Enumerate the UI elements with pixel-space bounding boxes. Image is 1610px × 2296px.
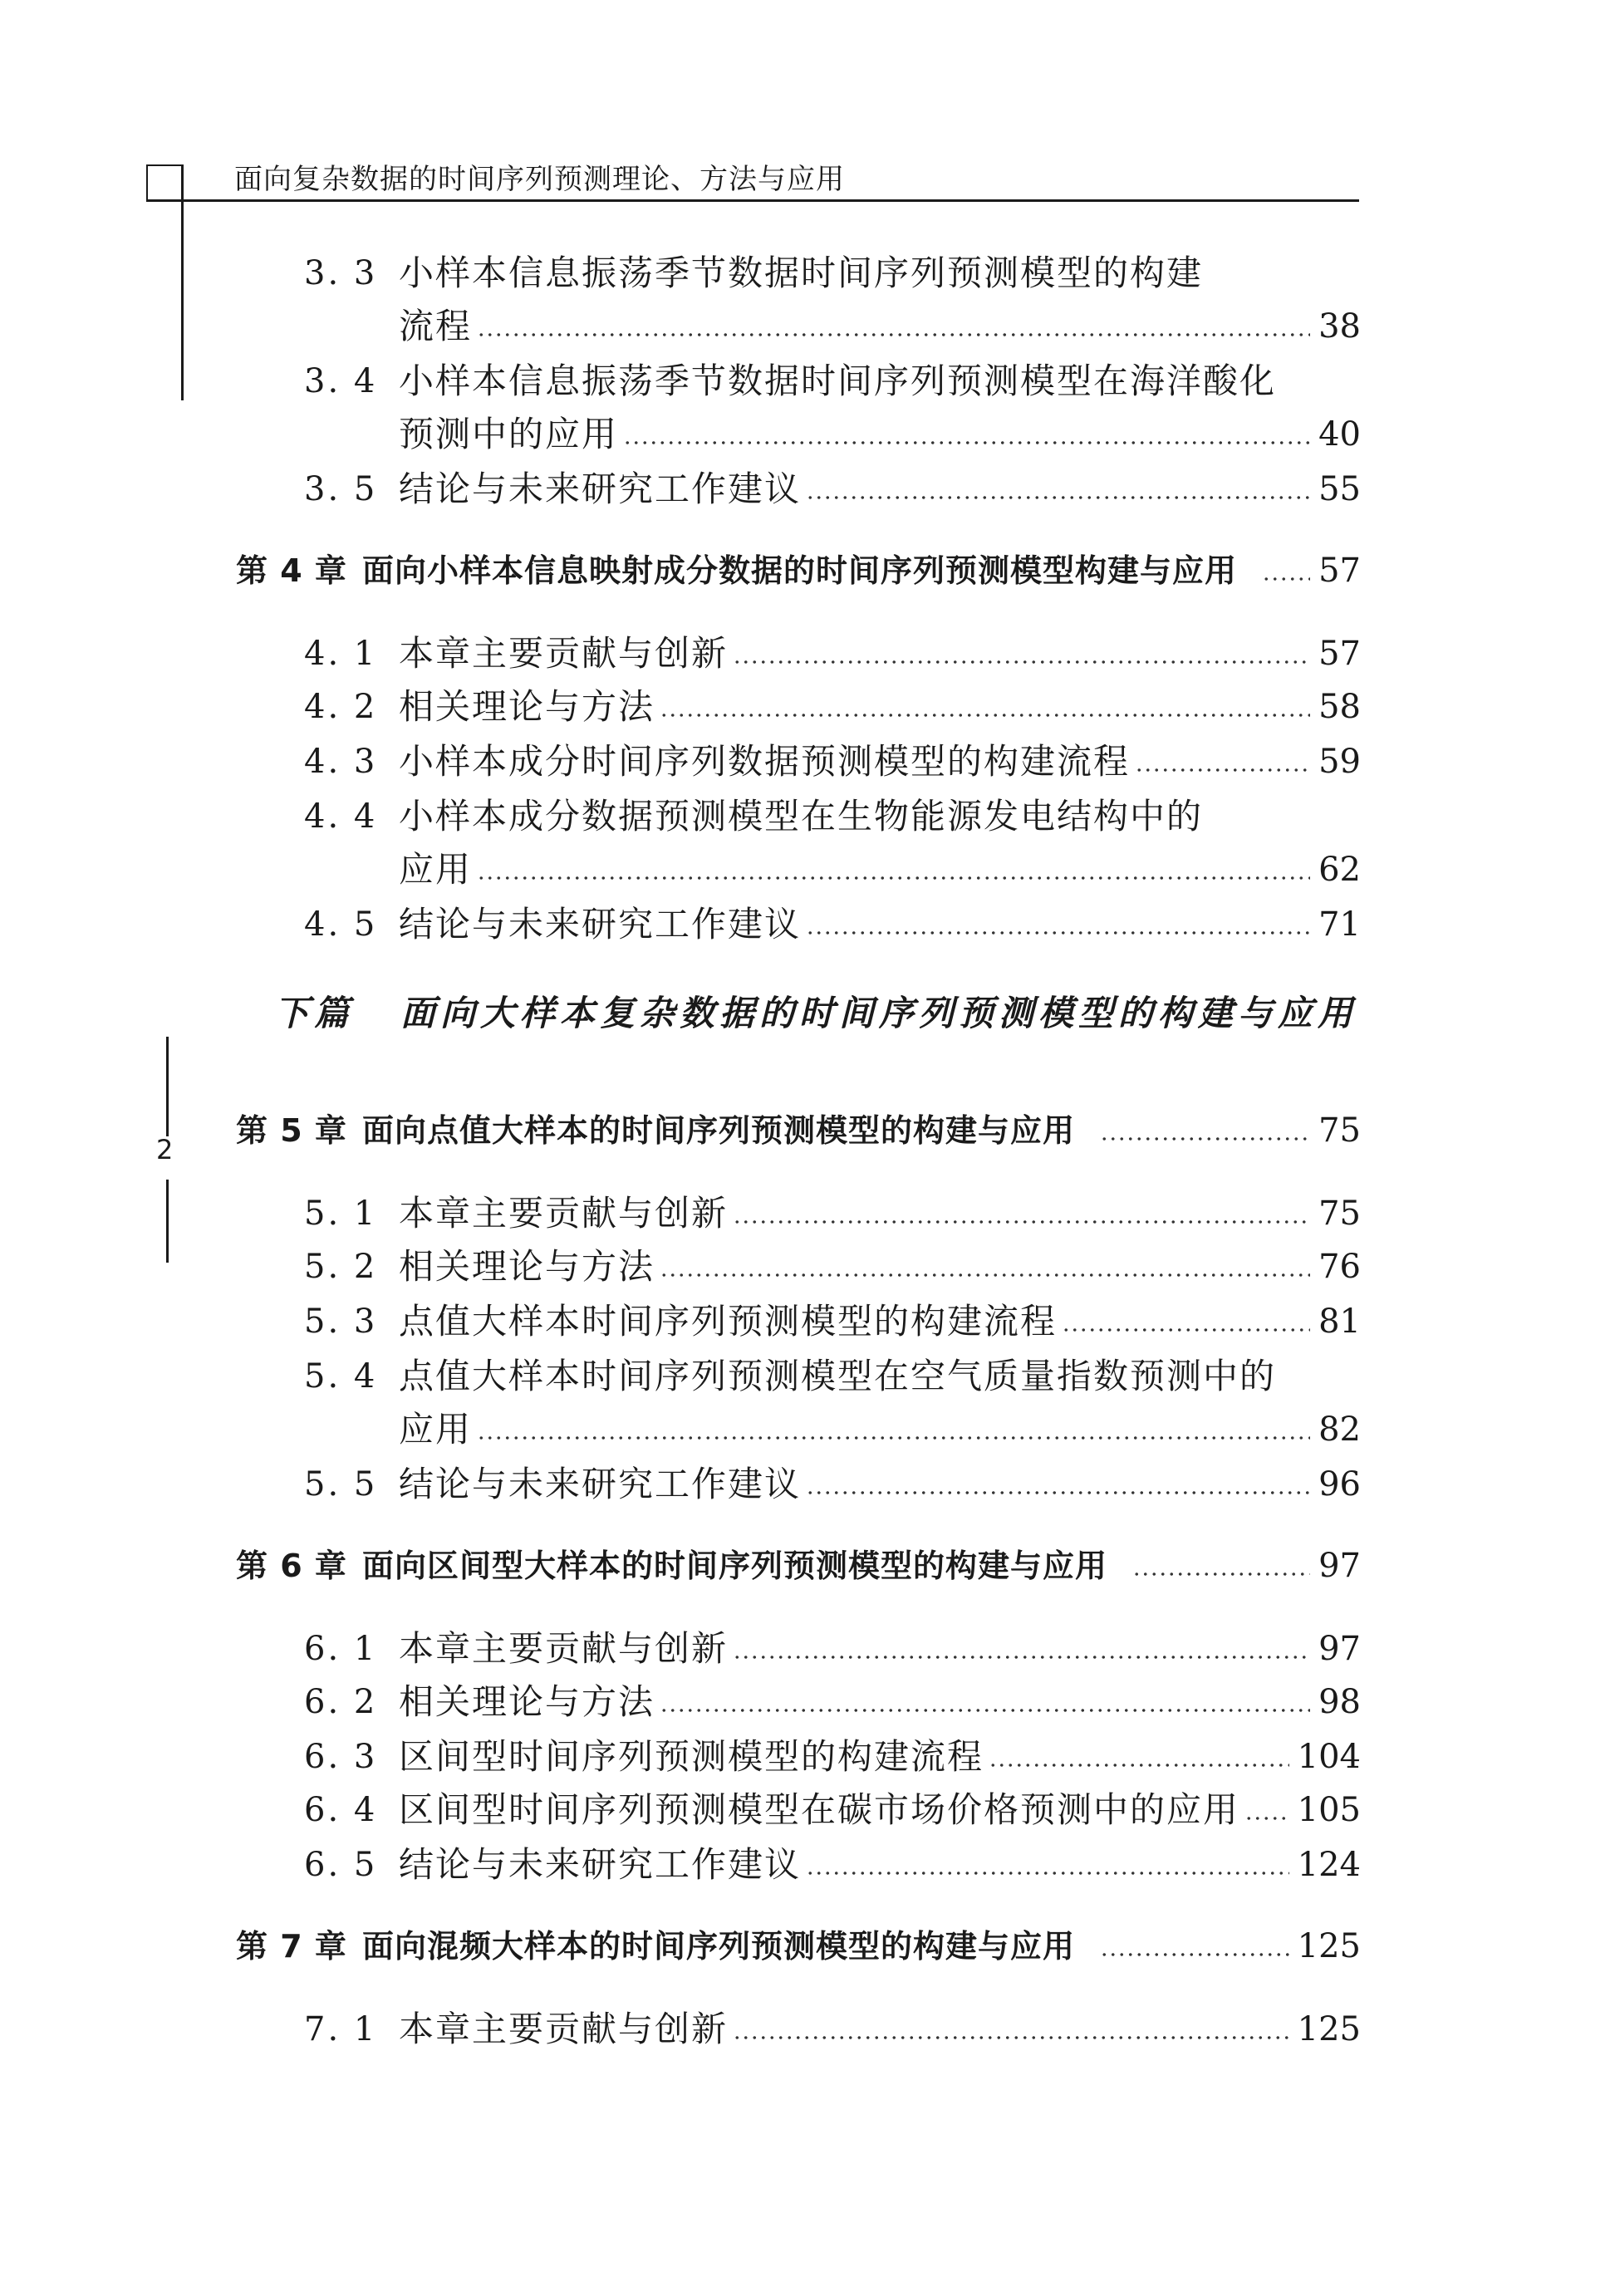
chapter-label: 第 6 章	[236, 1548, 347, 1584]
chapter-title: 面向点值大样本的时间序列预测模型的构建与应用	[362, 1112, 1076, 1149]
dot-leader	[1062, 1328, 1310, 1332]
toc-page-number: 40	[1318, 415, 1361, 454]
dot-leader	[733, 660, 1310, 664]
page-number: 2	[156, 1134, 174, 1165]
toc-section-title: 相关理论与方法	[399, 1681, 655, 1722]
dot-leader	[1244, 1817, 1289, 1820]
toc-entry-4-3[interactable]	[399, 739, 1361, 784]
toc-entry-5-3[interactable]	[399, 1299, 1361, 1344]
toc-section-title: 区间型时间序列预测模型的构建流程	[399, 1736, 984, 1777]
dot-leader	[806, 1872, 1289, 1875]
toc-page-number: 96	[1318, 1465, 1361, 1504]
dot-leader	[660, 714, 1310, 717]
chapter-title: 面向区间型大样本的时间序列预测模型的构建与应用	[362, 1548, 1108, 1584]
dot-leader	[1135, 768, 1310, 772]
toc-entry-5-5[interactable]	[399, 1462, 1361, 1507]
toc-section-number: 4. 5	[304, 905, 378, 944]
toc-section-number: 4. 1	[304, 635, 378, 673]
toc-section-number: 6. 4	[304, 1791, 378, 1829]
toc-entry-5-2[interactable]	[399, 1244, 1361, 1289]
toc-page-number: 98	[1318, 1683, 1361, 1721]
toc-entry-4-5[interactable]	[399, 902, 1361, 947]
toc-entry-6-5[interactable]	[399, 1842, 1361, 1887]
toc-page-number: 57	[1318, 635, 1361, 673]
toc-page-number: 97	[1318, 1547, 1361, 1585]
part-label: 下篇	[274, 993, 355, 1033]
toc-section-title: 本章主要贡献与创新	[399, 2009, 729, 2049]
toc-page-number: 75	[1318, 1195, 1361, 1233]
dot-leader	[1100, 1953, 1289, 1956]
toc-page-number: 97	[1318, 1630, 1361, 1668]
dot-leader	[623, 441, 1310, 444]
toc-section-title[interactable]: 小样本信息振荡季节数据时间序列预测模型的构建	[399, 253, 1204, 293]
toc-page-number: 124	[1297, 1846, 1361, 1884]
dot-leader	[477, 876, 1310, 880]
toc-chapter-4[interactable]	[236, 548, 1361, 593]
chapter-label: 第 4 章	[236, 552, 347, 589]
toc-page-number: 125	[1297, 2010, 1361, 2048]
dot-leader	[989, 1764, 1289, 1767]
chapter-label: 第 7 章	[236, 1928, 347, 1965]
toc-section-title: 本章主要贡献与创新	[399, 633, 729, 674]
toc-page-number: 58	[1318, 688, 1361, 726]
toc-section-title: 结论与未来研究工作建议	[399, 1844, 802, 1885]
toc-section-number: 6. 2	[304, 1683, 378, 1721]
toc-section-title-cont: 应用	[399, 1409, 473, 1450]
part-title: 面向大样本复杂数据的时间序列预测模型的构建与应用	[400, 993, 1358, 1033]
toc-section-title: 相关理论与方法	[399, 686, 655, 727]
toc-entry-5-4[interactable]	[399, 1407, 1361, 1452]
toc-entry-7-1[interactable]	[399, 2007, 1361, 2052]
toc-section-title[interactable]: 点值大样本时间序列预测模型在空气质量指数预测中的	[399, 1356, 1277, 1396]
toc-section-title: 区间型时间序列预测模型在碳市场价格预测中的应用	[399, 1789, 1240, 1830]
toc-section-title-cont: 预测中的应用	[399, 414, 619, 454]
toc-page-number: 62	[1318, 851, 1361, 889]
toc-section-title: 相关理论与方法	[399, 1246, 655, 1287]
toc-entry-4-4[interactable]	[399, 847, 1361, 892]
dot-leader	[806, 1491, 1310, 1494]
toc-section-title: 本章主要贡献与创新	[399, 1193, 729, 1234]
toc-section-number: 5. 5	[304, 1465, 378, 1504]
toc-section-number: 4. 3	[304, 743, 378, 781]
toc-page-number: 104	[1297, 1738, 1361, 1776]
toc-page-number: 76	[1318, 1248, 1361, 1286]
toc-page-number: 38	[1318, 307, 1361, 346]
toc-entry-3-5[interactable]	[399, 467, 1361, 512]
toc-page-number: 57	[1318, 552, 1361, 590]
dot-leader	[1262, 577, 1310, 581]
toc-page-number: 125	[1297, 1927, 1361, 1965]
dot-leader	[1100, 1137, 1310, 1141]
chapter-title: 面向混频大样本的时间序列预测模型的构建与应用	[362, 1928, 1076, 1965]
toc-section-title: 结论与未来研究工作建议	[399, 469, 802, 509]
toc-section-number: 6. 1	[304, 1630, 378, 1668]
toc-section-number: 5. 1	[304, 1195, 378, 1233]
toc-section-title: 点值大样本时间序列预测模型的构建流程	[399, 1301, 1058, 1342]
toc-page-number: 71	[1318, 905, 1361, 944]
toc-section-number: 5. 3	[304, 1303, 378, 1341]
toc-section-title: 结论与未来研究工作建议	[399, 904, 802, 944]
part-heading	[274, 989, 1357, 1038]
dot-leader	[477, 1436, 1310, 1440]
chapter-label: 第 5 章	[236, 1112, 347, 1149]
dot-leader	[733, 1220, 1310, 1224]
dot-leader	[733, 2036, 1289, 2039]
toc-section-number: 3. 3	[304, 254, 378, 292]
dot-leader	[806, 496, 1310, 499]
toc-page-number: 105	[1297, 1791, 1361, 1829]
toc-page-number: 59	[1318, 743, 1361, 781]
dot-leader	[733, 1656, 1310, 1659]
toc-page-number: 75	[1318, 1111, 1361, 1150]
toc-page-number: 55	[1318, 470, 1361, 508]
toc-entry-4-2[interactable]	[399, 684, 1361, 729]
toc-entry-5-1[interactable]	[399, 1191, 1361, 1236]
toc-entry-6-3[interactable]	[399, 1734, 1361, 1779]
toc-entry-6-4[interactable]	[399, 1788, 1361, 1832]
toc-chapter-6[interactable]	[236, 1543, 1361, 1588]
toc-section-title[interactable]: 小样本信息振荡季节数据时间序列预测模型在海洋酸化	[399, 361, 1277, 401]
toc-section-number: 3. 5	[304, 470, 378, 508]
toc-section-number: 3. 4	[304, 362, 378, 400]
toc-section-number: 5. 2	[304, 1248, 378, 1286]
dot-leader	[477, 333, 1310, 336]
dot-leader	[1132, 1572, 1310, 1576]
toc-section-title[interactable]: 小样本成分数据预测模型在生物能源发电结构中的	[399, 796, 1204, 836]
toc-chapter-7[interactable]	[236, 1924, 1361, 1969]
page-number-rule-top	[166, 1037, 169, 1136]
toc-entry-6-2[interactable]	[399, 1680, 1361, 1724]
toc-section-number: 4. 4	[304, 797, 378, 836]
header-rule	[146, 199, 1359, 202]
toc-entry-3-4[interactable]	[399, 412, 1361, 457]
toc-entry-4-1[interactable]	[399, 631, 1361, 676]
toc-section-title: 结论与未来研究工作建议	[399, 1464, 802, 1504]
toc-page-number: 81	[1318, 1303, 1361, 1341]
toc-section-title-cont: 应用	[399, 849, 473, 890]
toc-section-number: 4. 2	[304, 688, 378, 726]
toc-section-number: 5. 4	[304, 1357, 378, 1396]
header-corner-box	[146, 164, 183, 201]
toc-chapter-5[interactable]	[236, 1108, 1361, 1153]
toc-entry-3-3[interactable]	[399, 304, 1361, 349]
toc-section-title-cont: 流程	[399, 306, 473, 346]
toc-section-number: 6. 5	[304, 1846, 378, 1884]
toc-section-title: 本章主要贡献与创新	[399, 1628, 729, 1669]
page-number-rule-bottom	[166, 1180, 169, 1263]
dot-leader	[660, 1709, 1310, 1712]
running-header-title: 面向复杂数据的时间序列预测理论、方法与应用	[234, 163, 845, 196]
toc-section-title: 小样本成分时间序列数据预测模型的构建流程	[399, 741, 1131, 782]
dot-leader	[806, 931, 1310, 935]
toc-section-number: 7. 1	[304, 2010, 378, 2048]
chapter-title: 面向小样本信息映射成分数据的时间序列预测模型构建与应用	[362, 552, 1238, 589]
dot-leader	[660, 1273, 1310, 1277]
toc-section-number: 6. 3	[304, 1738, 378, 1776]
toc-page-number: 82	[1318, 1410, 1361, 1449]
toc-entry-6-1[interactable]	[399, 1626, 1361, 1671]
